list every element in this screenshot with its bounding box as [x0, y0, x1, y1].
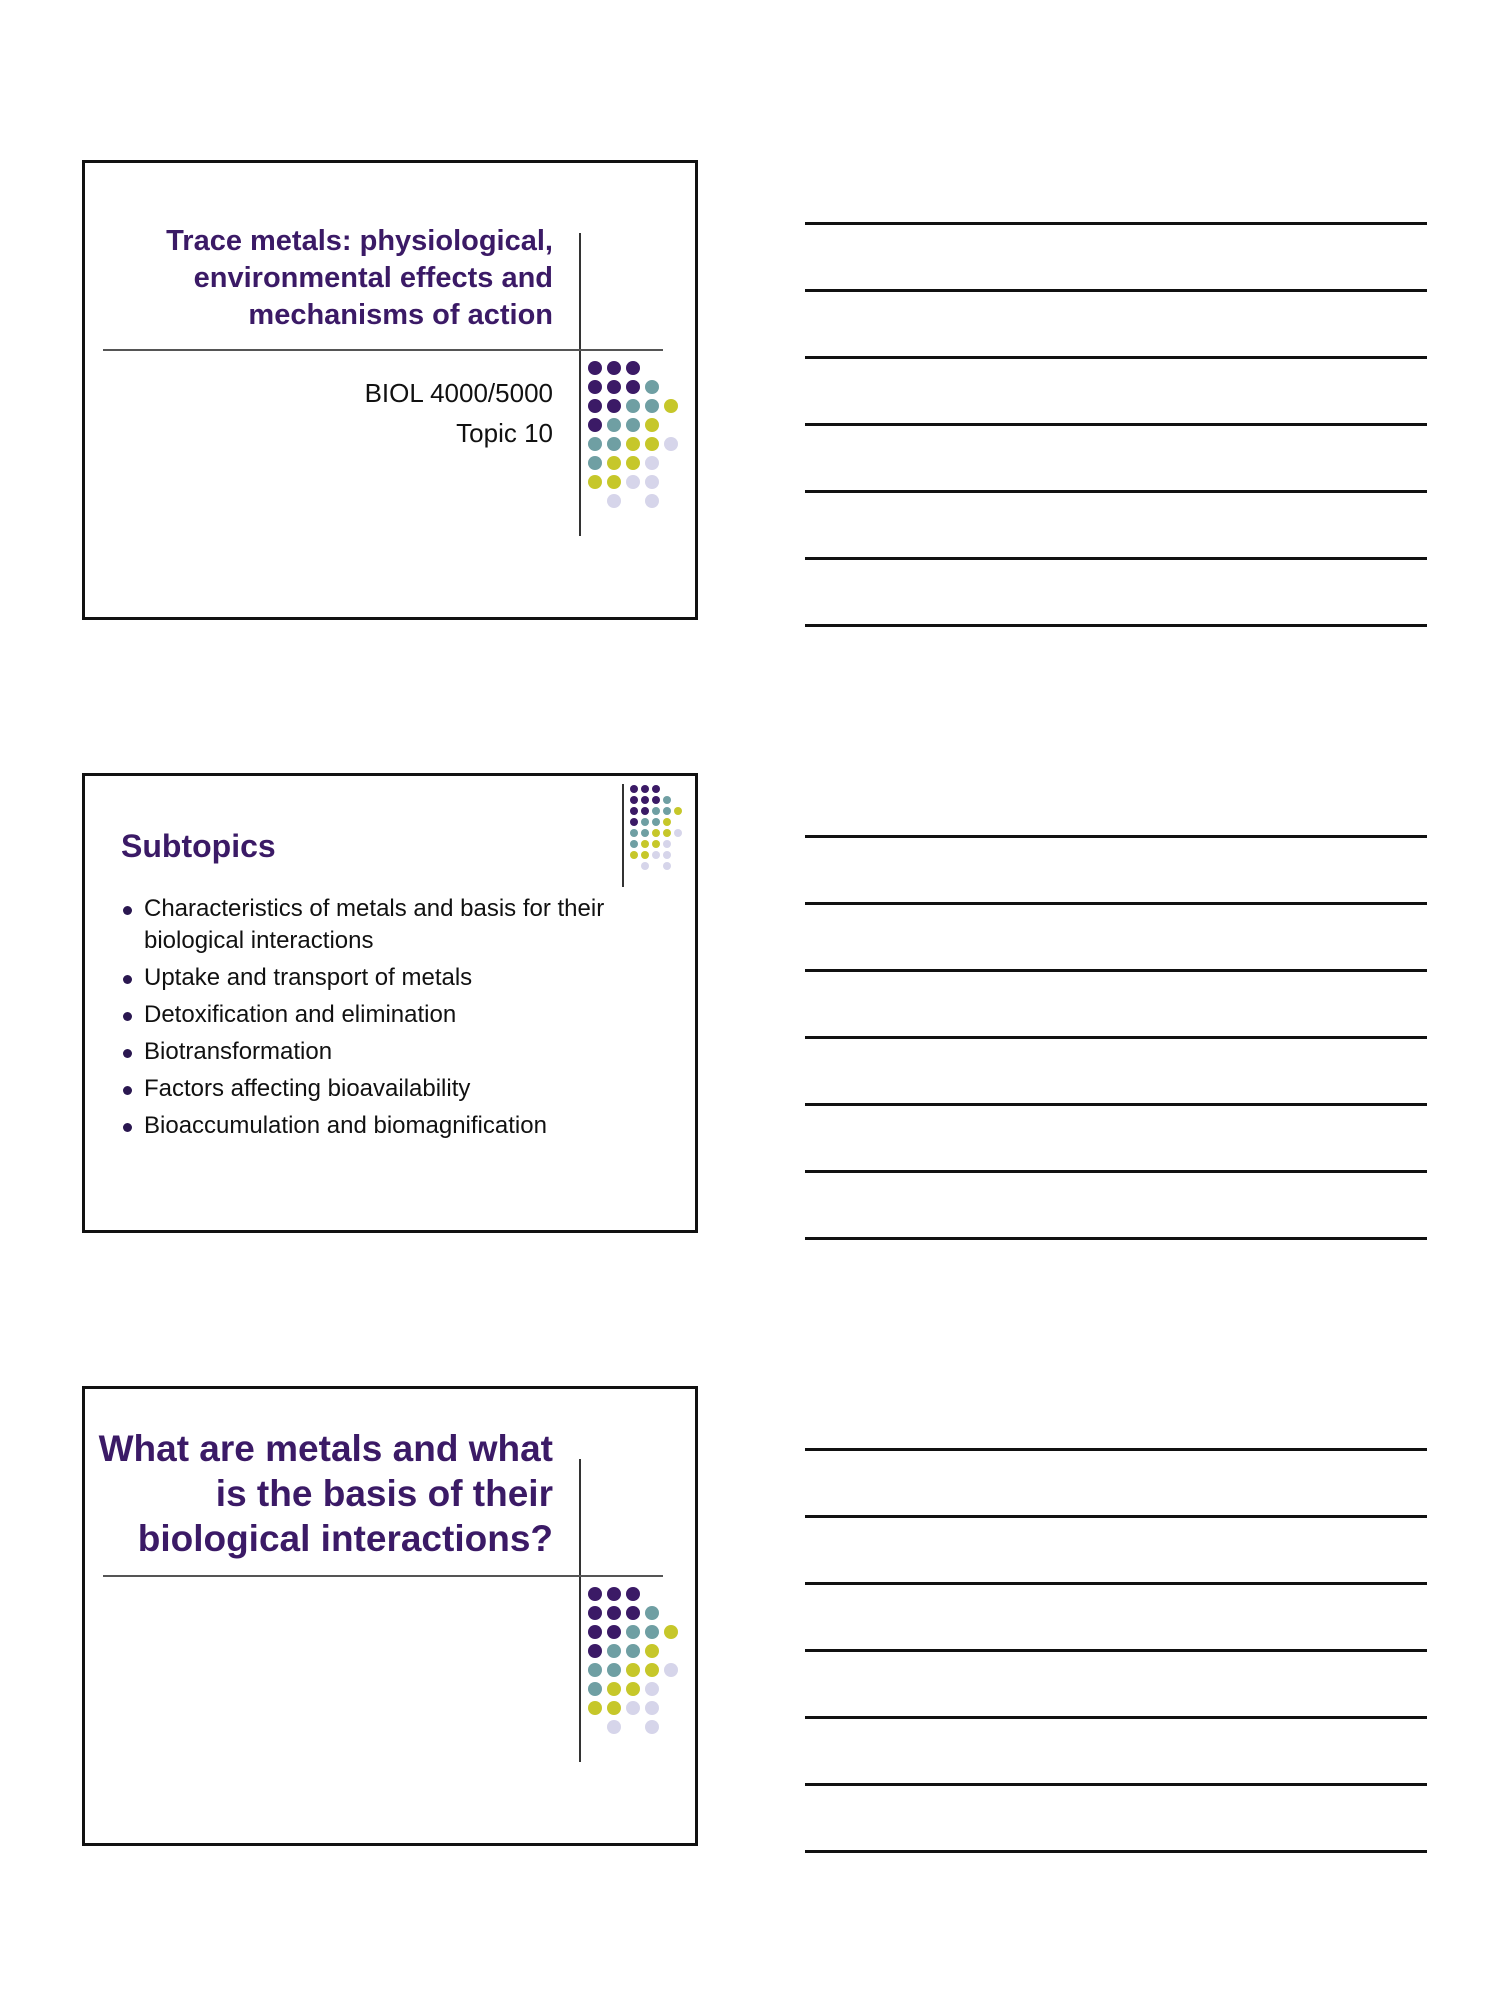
- list-item: Biotransformation: [121, 1036, 666, 1068]
- decorative-dot: [645, 1701, 659, 1715]
- decorative-dot: [588, 475, 602, 489]
- decorative-dot: [663, 818, 671, 826]
- slide-title: Trace metals: physiological, environmental effects and mechanisms of action: [166, 225, 553, 331]
- vertical-divider: [579, 1459, 581, 1762]
- note-line: [805, 1716, 1427, 1719]
- decorative-dot: [664, 437, 678, 451]
- decorative-dot: [626, 361, 640, 375]
- list-item: Uptake and transport of metals: [121, 962, 666, 994]
- decorative-dot: [652, 840, 660, 848]
- subtopics-list: [121, 893, 666, 1147]
- decorative-dot: [607, 380, 621, 394]
- decorative-dot: [626, 1587, 640, 1601]
- decorative-dot: [645, 380, 659, 394]
- decorative-dot: [607, 437, 621, 451]
- decorative-dot: [645, 1625, 659, 1639]
- decorative-dot: [641, 829, 649, 837]
- note-line: [805, 1036, 1427, 1039]
- note-line: [805, 1515, 1427, 1518]
- decorative-dot: [588, 399, 602, 413]
- decorative-dot: [607, 1625, 621, 1639]
- note-line: [805, 1582, 1427, 1585]
- decorative-dot: [645, 1720, 659, 1734]
- decorative-dot: [664, 399, 678, 413]
- decorative-dot: [588, 1606, 602, 1620]
- vertical-divider: [622, 784, 624, 887]
- decorative-dot: [663, 807, 671, 815]
- decorative-dot: [652, 785, 660, 793]
- decorative-dot: [664, 1625, 678, 1639]
- decorative-dot: [607, 475, 621, 489]
- list-item: Detoxification and elimination: [121, 999, 666, 1031]
- decorative-dot: [626, 1701, 640, 1715]
- decorative-dot: [663, 829, 671, 837]
- decorative-dot: [641, 785, 649, 793]
- note-line: [805, 557, 1427, 560]
- decorative-dot: [645, 475, 659, 489]
- list-item: Factors affecting bioavailability: [121, 1073, 666, 1105]
- slide-2: [82, 773, 698, 1233]
- decorative-dot: [664, 1663, 678, 1677]
- horizontal-divider: [103, 1575, 663, 1577]
- decorative-dot: [645, 437, 659, 451]
- bullet-dot: [123, 906, 132, 915]
- decorative-dot: [626, 1682, 640, 1696]
- bullet-dot: [123, 1049, 132, 1058]
- slide-1: [82, 160, 698, 620]
- decorative-dot: [630, 829, 638, 837]
- decorative-dot: [652, 829, 660, 837]
- decorative-dot: [641, 796, 649, 804]
- decorative-dot: [652, 818, 660, 826]
- decorative-dot: [652, 851, 660, 859]
- bullet-dot: [123, 1012, 132, 1021]
- decorative-dot: [588, 418, 602, 432]
- note-line: [805, 490, 1427, 493]
- decorative-dot: [588, 1587, 602, 1601]
- note-line: [805, 1448, 1427, 1451]
- topic-number: Topic 10: [456, 418, 553, 448]
- horizontal-divider: [103, 349, 663, 351]
- note-line: [805, 835, 1427, 838]
- decorative-dot: [607, 456, 621, 470]
- note-line: [805, 356, 1427, 359]
- decorative-dot: [630, 807, 638, 815]
- decorative-dot: [645, 1682, 659, 1696]
- slide-title: What are metals and what is the basis of their biological interactions?: [98, 1428, 553, 1559]
- note-line: [805, 222, 1427, 225]
- note-line: [805, 624, 1427, 627]
- decorative-dot: [607, 1682, 621, 1696]
- decorative-dot: [663, 862, 671, 870]
- note-line: [805, 1649, 1427, 1652]
- decorative-dot: [588, 361, 602, 375]
- decorative-dot: [626, 380, 640, 394]
- note-line: [805, 289, 1427, 292]
- decorative-dot: [645, 399, 659, 413]
- decorative-dot: [588, 380, 602, 394]
- decorative-dot: [630, 818, 638, 826]
- slide-3: [82, 1386, 698, 1846]
- decorative-dot: [607, 361, 621, 375]
- note-line: [805, 1850, 1427, 1853]
- decorative-dot: [588, 1701, 602, 1715]
- decorative-dot: [641, 807, 649, 815]
- decorative-dot: [626, 1663, 640, 1677]
- decorative-dot: [626, 1625, 640, 1639]
- decorative-dot: [607, 1720, 621, 1734]
- list-item: Characteristics of metals and basis for their biological interactions: [121, 893, 666, 957]
- decorative-dot: [607, 1587, 621, 1601]
- decorative-dot: [607, 1663, 621, 1677]
- course-code: BIOL 4000/5000: [364, 378, 553, 408]
- decorative-dot: [626, 1644, 640, 1658]
- note-line: [805, 1103, 1427, 1106]
- decorative-dot: [652, 796, 660, 804]
- decorative-dot: [641, 818, 649, 826]
- note-line: [805, 1237, 1427, 1240]
- bullet-dot: [123, 1086, 132, 1095]
- decorative-dot: [607, 399, 621, 413]
- note-line: [805, 1783, 1427, 1786]
- decorative-dot: [626, 475, 640, 489]
- decorative-dot: [663, 796, 671, 804]
- vertical-divider: [579, 233, 581, 536]
- decorative-dot: [626, 456, 640, 470]
- note-line: [805, 1170, 1427, 1173]
- decorative-dot: [663, 851, 671, 859]
- decorative-dot: [663, 840, 671, 848]
- decorative-dot: [630, 785, 638, 793]
- decorative-dot: [607, 1701, 621, 1715]
- bullet-dot: [123, 1123, 132, 1132]
- decorative-dot: [626, 437, 640, 451]
- decorative-dot: [607, 1606, 621, 1620]
- note-line: [805, 423, 1427, 426]
- decorative-dot: [645, 494, 659, 508]
- decorative-dot: [630, 851, 638, 859]
- decorative-dot: [607, 418, 621, 432]
- decorative-dot: [588, 1682, 602, 1696]
- decorative-dot: [626, 418, 640, 432]
- decorative-dot: [626, 399, 640, 413]
- note-line: [805, 902, 1427, 905]
- decorative-dot: [674, 829, 682, 837]
- list-item: Bioaccumulation and biomagnification: [121, 1110, 666, 1142]
- slide-title: Subtopics: [121, 828, 276, 864]
- decorative-dot: [607, 494, 621, 508]
- decorative-dot: [588, 1663, 602, 1677]
- decorative-dot: [607, 1644, 621, 1658]
- decorative-dot: [641, 840, 649, 848]
- decorative-dot: [630, 796, 638, 804]
- decorative-dot: [645, 1606, 659, 1620]
- slide-subtitle: [365, 373, 553, 453]
- bullet-dot: [123, 975, 132, 984]
- decorative-dot: [588, 437, 602, 451]
- decorative-dot: [630, 840, 638, 848]
- decorative-dot: [641, 851, 649, 859]
- decorative-dot: [645, 1663, 659, 1677]
- decorative-dot: [588, 456, 602, 470]
- decorative-dot: [588, 1625, 602, 1639]
- note-line: [805, 969, 1427, 972]
- decorative-dot: [641, 862, 649, 870]
- decorative-dot: [645, 1644, 659, 1658]
- decorative-dot: [626, 1606, 640, 1620]
- decorative-dot: [588, 1644, 602, 1658]
- decorative-dot: [645, 456, 659, 470]
- decorative-dot: [674, 807, 682, 815]
- decorative-dot: [652, 807, 660, 815]
- decorative-dot: [645, 418, 659, 432]
